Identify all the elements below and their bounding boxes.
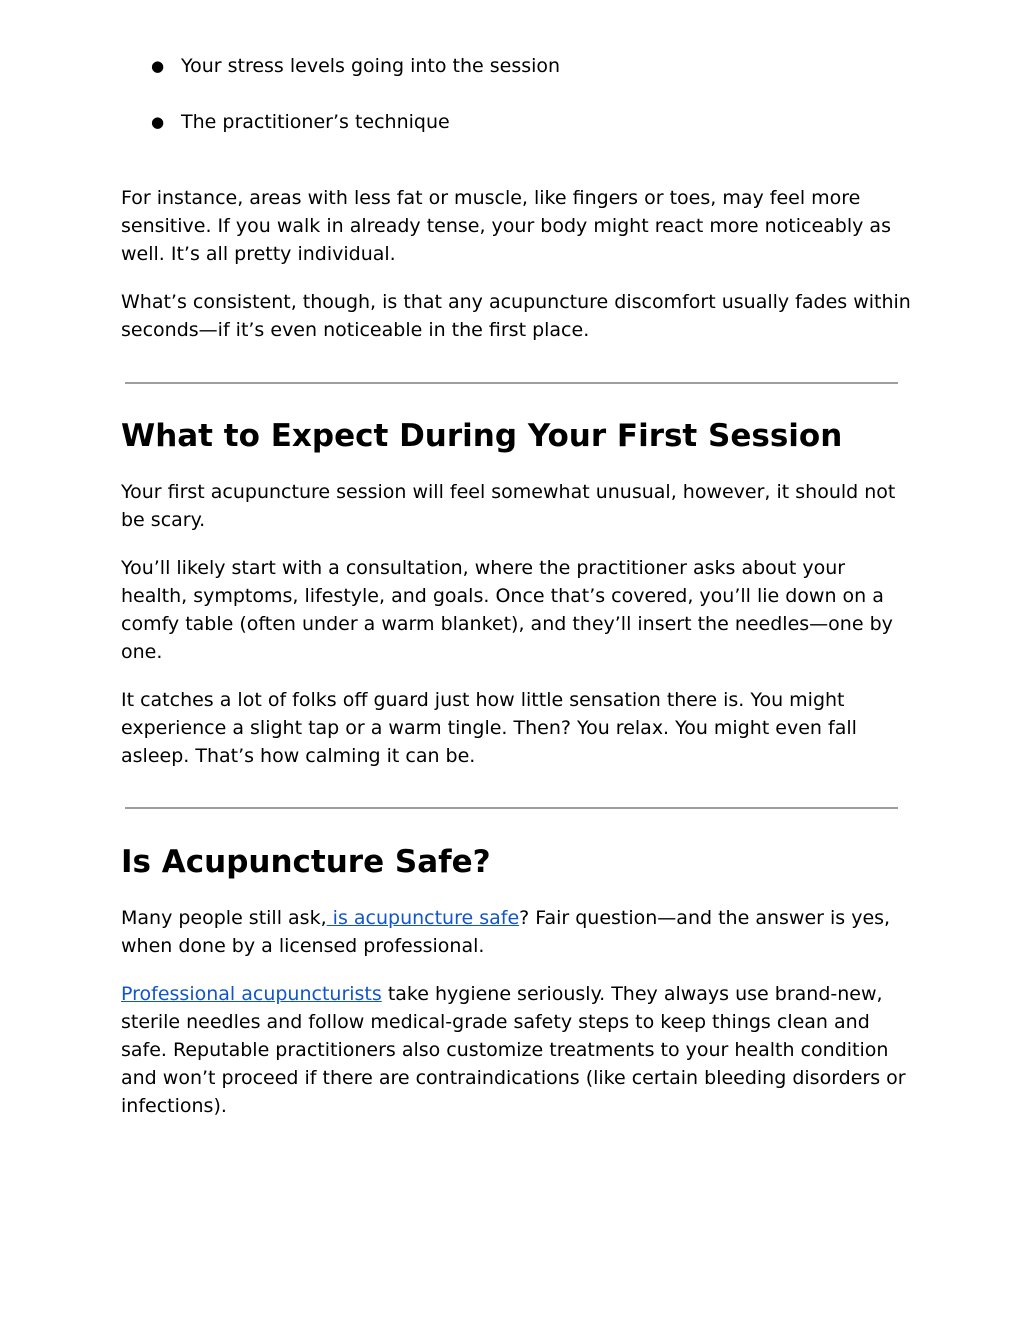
paragraph-hygiene [121, 980, 911, 1120]
list-item [151, 108, 560, 136]
paragraph-discomfort-fades: What’s consistent, though, is that any acupuncture discomfort usually fades within seconds—if it’s even noticeable in the first place. [121, 291, 911, 341]
paragraph-safety-question [121, 904, 911, 960]
is-acupuncture-safe-link[interactable]: is acupuncture safe [326, 907, 520, 929]
text-segment: take hygiene seriously. They always use brand-new, sterile needles and follow medical-grade safety steps to keep things clean and safe. Reputable practitioners also customize treatments to your health condition and won’t proceed if there are contraindications (like certain bleeding disorders or infections). [121, 983, 906, 1117]
section-divider [125, 807, 898, 809]
list-item [151, 52, 560, 80]
paragraph-sensitivity: For instance, areas with less fat or muscle, like fingers or toes, may feel more sensitive. If you walk in already tense, your body might react more noticeably as well. It’s all pretty individual. [121, 187, 891, 265]
bullet-icon: ● [151, 113, 165, 131]
professional-acupuncturists-link[interactable]: Professional acupuncturists [121, 983, 382, 1005]
paragraph-sensation: It catches a lot of folks off guard just how little sensation there is. You might experience a slight tap or a warm tingle. Then? You relax. You might even fall asleep. That’s how calming it can be. [121, 689, 857, 767]
list-item-text: The practitioner’s technique [181, 111, 450, 133]
heading-is-acupuncture-safe: Is Acupuncture Safe? [121, 844, 491, 880]
text-segment: Many people still ask, [121, 907, 327, 929]
list-item-text: Your stress levels going into the session [181, 55, 561, 77]
text-segment: ? Fair question—and the answer is yes, when done by a licensed professional. [121, 907, 891, 957]
paragraph-consultation: You’ll likely start with a consultation, where the practitioner asks about your health, symptoms, lifestyle, and goals. Once that’s covered, you’ll lie down on a comfy table (often under a warm blanket), and they’ll insert the needles—one by one. [121, 557, 893, 663]
bullet-icon: ● [151, 57, 165, 75]
section-divider [125, 382, 898, 384]
bullet-list [151, 52, 560, 164]
heading-first-session: What to Expect During Your First Session [121, 418, 843, 454]
paragraph-first-session: Your first acupuncture session will feel somewhat unusual, however, it should not be scary. [121, 481, 896, 531]
